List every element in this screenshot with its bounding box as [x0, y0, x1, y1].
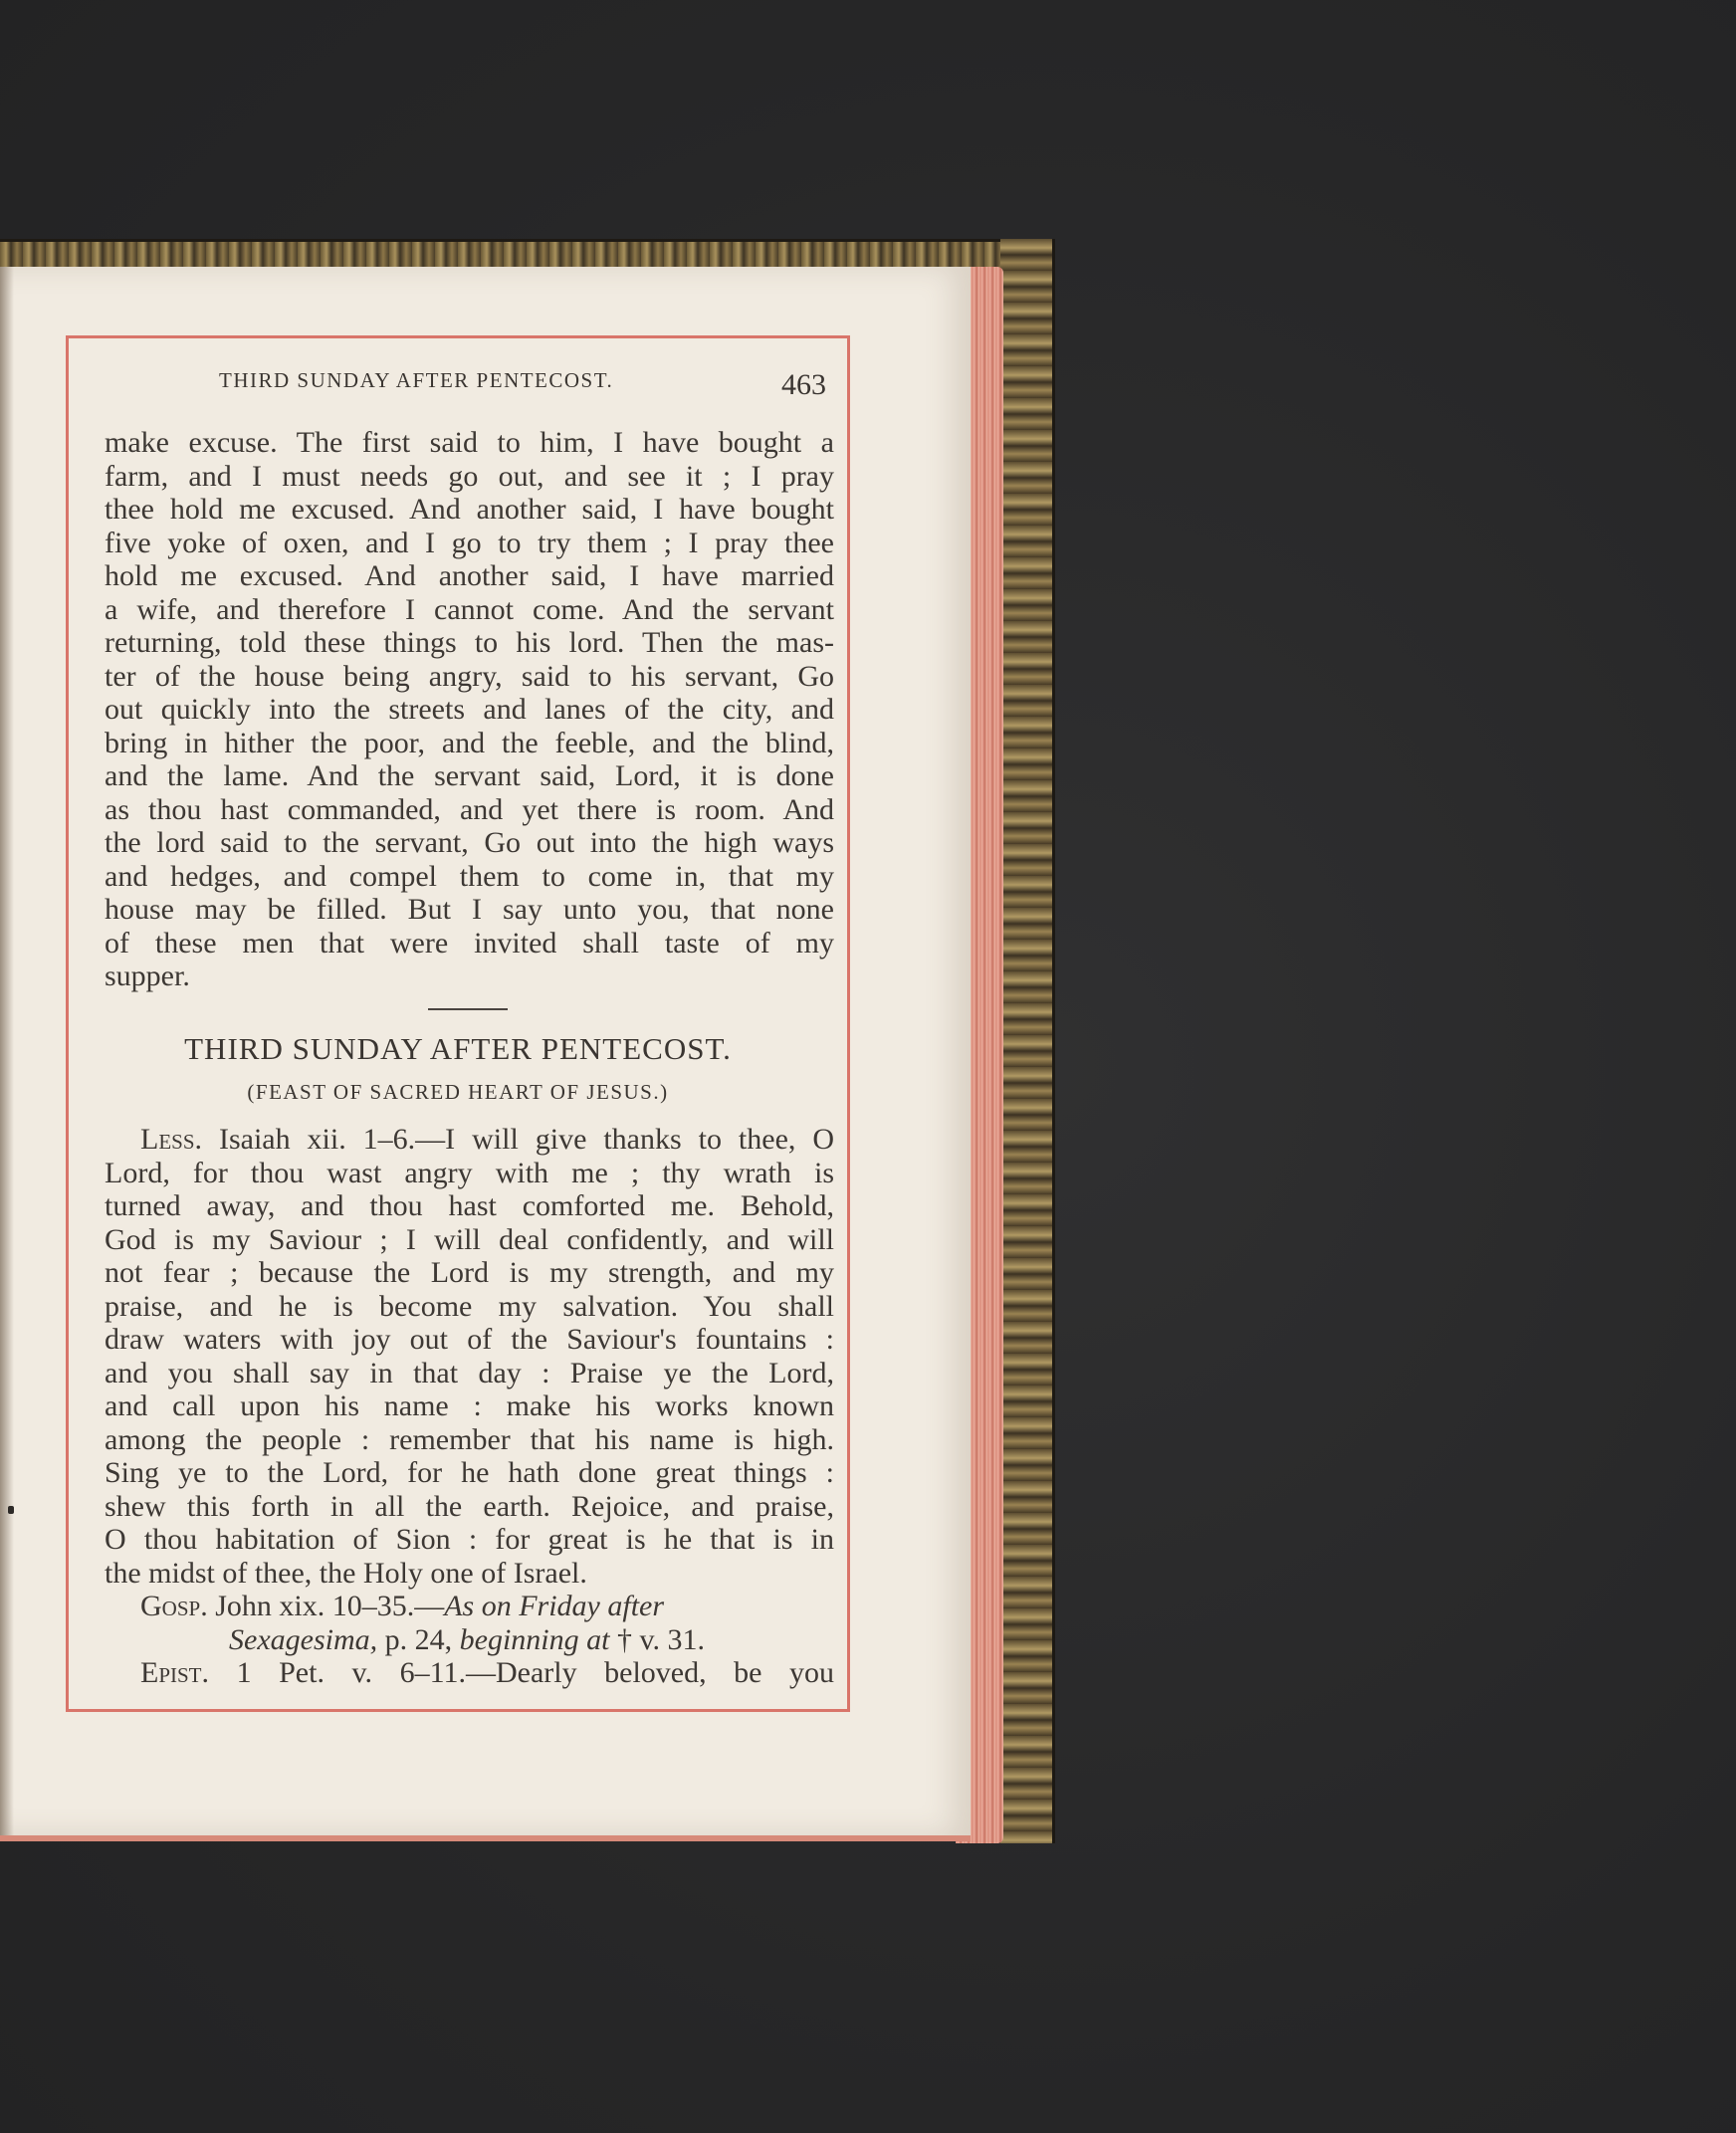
text-line: not fear ; because the Lord is my strength, and my [105, 1256, 834, 1289]
lesson-label: Less. [140, 1123, 203, 1156]
gospel-reference: John xix. 10–35.— [215, 1590, 445, 1622]
text-line: draw waters with joy out of the Saviour's fountains : [105, 1323, 834, 1356]
running-head-title: THIRD SUNDAY AFTER PENTECOST. [219, 368, 614, 392]
text-line: five yoke of oxen, and I go to try them ; I pray thee [105, 526, 834, 559]
book-cover-fore-edge [1000, 239, 1055, 1843]
text-line: and you shall say in that day : Praise ye the Lord, [105, 1356, 834, 1389]
continued-gospel-text [105, 426, 834, 993]
text-line: bring in hither the poor, and the feeble, and the blind, [105, 726, 834, 759]
text-line: thee hold me excused. And another said, I have bought [105, 493, 834, 526]
text-line: the lord said to the servant, Go out into the high ways [105, 826, 834, 859]
text-line: and the lame. And the servant said, Lord, it is done [105, 759, 834, 792]
lesson-first-line [105, 1123, 834, 1157]
text-line: ter of the house being angry, said to his servant, Go [105, 659, 834, 693]
lesson-text [105, 1123, 834, 1690]
text-line: among the people : remember that his name is high. [105, 1422, 834, 1456]
gospel-line [105, 1590, 834, 1623]
text-line: turned away, and thou hast comforted me. Behold, [105, 1189, 834, 1222]
page-number: 463 [781, 368, 826, 401]
gospel-note-2b: beginning at [459, 1622, 610, 1656]
gospel-label: Gosp. [140, 1590, 208, 1622]
text-line: of these men that were invited shall taste of my [105, 926, 834, 960]
text-line: out quickly into the streets and lanes of the city, and [105, 693, 834, 726]
gospel-line-2 [105, 1623, 834, 1657]
gospel-note: As on Friday after [444, 1590, 665, 1622]
section-subheading: (FEAST OF SACRED HEART OF JESUS.) [247, 1080, 669, 1104]
epistle-text: 1 Pet. v. 6–11.—Dearly beloved, be you [236, 1656, 834, 1689]
text-line: O thou habitation of Sion : for great is he that is in [105, 1523, 834, 1556]
gospel-page-ref: p. 24, [377, 1622, 460, 1656]
section-heading: THIRD SUNDAY AFTER PENTECOST. [184, 1031, 732, 1066]
epistle-label: Epist. [140, 1656, 210, 1689]
text-line: hold me excused. And another said, I have married [105, 559, 834, 592]
text-line: farm, and I must needs go out, and see it ; I pray [105, 459, 834, 493]
gospel-note-2a: Sexagesima, [229, 1622, 378, 1656]
text-line: Sing ye to the Lord, for he hath done great things : [105, 1456, 834, 1489]
text-line: and call upon his name : make his works known [105, 1389, 834, 1422]
text-line: make excuse. The first said to him, I have bought a [105, 426, 834, 459]
text-line: returning, told these things to his lord. Then the mas- [105, 626, 834, 659]
gutter-shadow [0, 267, 14, 1835]
text-line: supper. [105, 960, 190, 992]
text-line: house may be filled. But I say unto you, that none [105, 893, 834, 926]
gospel-verse-ref: † v. 31. [609, 1622, 706, 1656]
text-line: a wife, and therefore I cannot come. And the servant [105, 592, 834, 626]
text-line: the midst of thee, the Holy one of Israel. [105, 1556, 587, 1590]
text-line: Lord, for thou wast angry with me ; thy wrath is [105, 1156, 834, 1189]
text-line: and hedges, and compel them to come in, that my [105, 859, 834, 893]
text-line: praise, and he is become my salvation. You shall [105, 1289, 834, 1323]
text-line: shew this forth in all the earth. Rejoice, and praise, [105, 1489, 834, 1523]
text-line: God is my Saviour ; I will deal confidently, and will [105, 1222, 834, 1256]
text-line: as thou hast commanded, and yet there is room. And [105, 792, 834, 826]
section-divider [428, 1008, 508, 1010]
epistle-line [105, 1656, 834, 1690]
text-line: Isaiah xii. 1–6.—I will give thanks to thee, O [218, 1123, 834, 1156]
page-speck [8, 1506, 14, 1514]
